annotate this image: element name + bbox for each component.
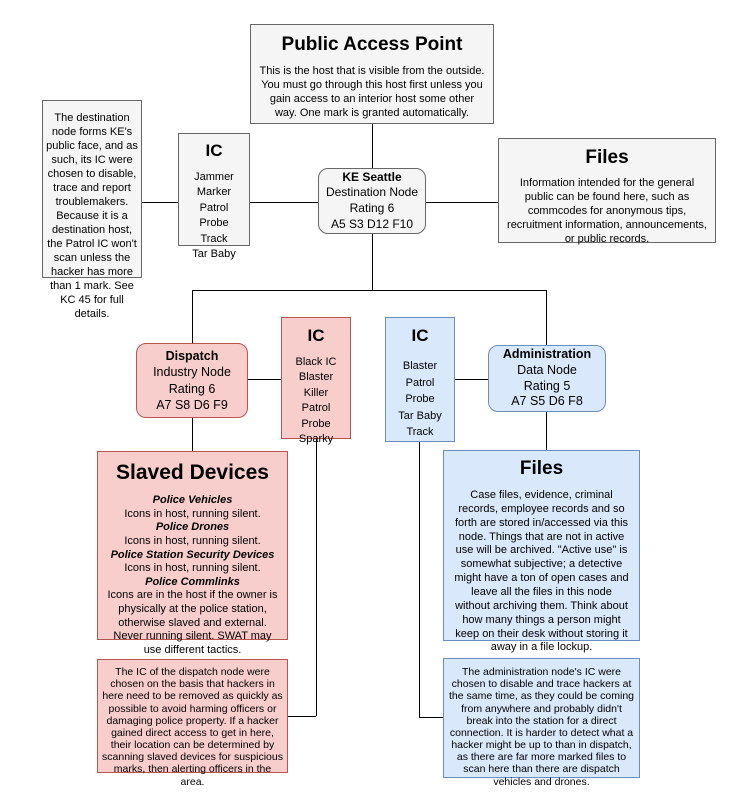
slaved-device-name: Police Commlinks: [145, 575, 240, 588]
ic-item: Tar Baby: [398, 409, 442, 422]
node-type: Industry Node: [153, 365, 231, 380]
node-name: KE Seattle: [342, 169, 402, 184]
connector-line: [248, 379, 281, 380]
slaved-device-desc: Icons in host, running silent.: [124, 562, 261, 575]
ic-admin-list: [386, 358, 454, 441]
files-public-box: [498, 138, 716, 243]
ic-item: Patrol: [301, 402, 331, 415]
connector-line: [419, 442, 420, 717]
node-type: Destination Node: [325, 185, 419, 200]
ic-item: Track: [406, 426, 434, 438]
ic-dispatch-box: [281, 317, 351, 445]
ic-item: Blaster: [298, 371, 334, 384]
node-name: Dispatch: [165, 349, 219, 363]
node-rating: Rating 5: [523, 378, 571, 393]
administration-node: [488, 345, 606, 412]
connector-line: [419, 717, 443, 718]
public-access-point-title: Public Access Point: [281, 34, 463, 55]
connector-line: [372, 124, 373, 168]
node-stats: A7 S8 D6 F9: [156, 397, 228, 412]
connector-line: [546, 412, 547, 450]
slaved-device-name: Police Vehicles: [152, 494, 233, 506]
ic-item: Probe: [199, 217, 229, 230]
connector-line: [192, 290, 193, 343]
files-admin-box: [443, 450, 640, 654]
ic-item: Patrol: [405, 376, 435, 389]
connector-line: [192, 290, 547, 291]
slaved-device-name: Police Station Security Devices: [110, 548, 275, 561]
ic-admin-title: IC: [411, 326, 429, 345]
node-stats: A5 S3 D12 F10: [330, 216, 414, 231]
destination-node-note: The destination node forms KE's public face, and as such, its IC were chosen to disable, trace and report troublemakers. Because it is a destination host, the Patrol IC won't scan unless the hacker has more than 1 mark. See KC 45 for full details.: [42, 100, 142, 278]
node-rating: Rating 6: [349, 201, 395, 215]
ic-dispatch-title: IC: [307, 326, 325, 345]
node-rating: Rating 6: [168, 381, 216, 396]
slaved-devices-entries: [106, 494, 279, 658]
ic-destination-title: IC: [205, 141, 223, 160]
files-admin-title: Files: [519, 458, 564, 479]
node-type: Data Node: [517, 362, 577, 377]
node-stats: A7 S5 D6 F8: [511, 394, 583, 409]
ic-item: Marker: [196, 186, 232, 199]
slaved-device-name: Police Drones: [155, 521, 230, 534]
admin-ic-note: The administration node's IC were chosen to disable and trace hackers at the same time, as they could be coming from anywhere and probably didn't break into the station for a direct connection. It is harder to detect what a hacker might be up to than in dispatch, as there are far more marked files to scan here than there are dispatch vehicles and drones.: [443, 658, 640, 778]
node-name: Administration: [502, 347, 592, 362]
connector-line: [142, 202, 178, 203]
connector-line: [316, 439, 317, 716]
ic-item: Track: [200, 232, 228, 245]
files-public-title: Files: [585, 147, 629, 168]
ic-item: Probe: [301, 417, 331, 430]
slaved-device-desc: Icons in host, running silent.: [124, 507, 261, 520]
slaved-device-desc: Icons are in the host if the owner is physically at the police station, otherwise slaved and external. Never running silent. SWAT may use different tactics.: [107, 589, 278, 656]
connector-line: [455, 379, 488, 380]
slaved-device-desc: Icons in host, running silent.: [124, 534, 261, 547]
ic-item: Probe: [405, 393, 435, 405]
connector-line: [192, 418, 193, 451]
ic-item: Black IC: [295, 356, 337, 368]
connector-line: [250, 202, 318, 203]
ic-destination-box: [178, 133, 250, 260]
files-admin-description: Case files, evidence, criminal records, employee records and so forth are stored in/accessed via this node. Things that are not in active use will be archived. "Active use" is somewhat subjective; a detective might have a ton of open cases and leave all the files in this node without archiving them. Think about how many things a person might keep on their desk without storing it away in a file lockup.: [454, 489, 629, 654]
connector-line: [426, 202, 498, 203]
files-public-description: Information intended for the general public can be found here, such as commcodes for anonymous tips, recruitment information, announcements, or public records.: [507, 177, 707, 245]
ic-item: Jammer: [194, 171, 234, 183]
ic-item: Blaster: [402, 360, 438, 372]
ic-admin-box: [385, 317, 455, 442]
slaved-devices-title: Slaved Devices: [116, 461, 269, 484]
public-access-point-description: This is the host that is visible from the outside. You must go through this host first unless you gain access to an interior host some other way. One mark is granted automatically.: [259, 65, 485, 119]
ic-item: Patrol: [199, 201, 229, 214]
ic-item: Tar Baby: [192, 247, 236, 260]
public-access-point-box: [250, 24, 494, 124]
connector-line: [372, 234, 373, 290]
dispatch-node: [136, 343, 248, 418]
slaved-devices-box: [97, 451, 288, 656]
connector-line: [288, 716, 316, 717]
connector-line: [546, 290, 547, 345]
ic-dispatch-list: [282, 355, 350, 447]
ic-item: Sparky: [298, 432, 334, 445]
ic-item: Killer: [303, 386, 329, 399]
ic-destination-list: [179, 170, 249, 262]
dispatch-ic-note: The IC of the dispatch node were chosen on the basis that hackers in here need to be removed as quickly as possible to avoid harming officers or damaging police property. If a hacker gained direct access to get in here, their location can be determined by scanning slaved devices for suspicious marks, then alerting officers in the area.: [97, 659, 288, 773]
ke-seattle-node: [318, 168, 426, 234]
